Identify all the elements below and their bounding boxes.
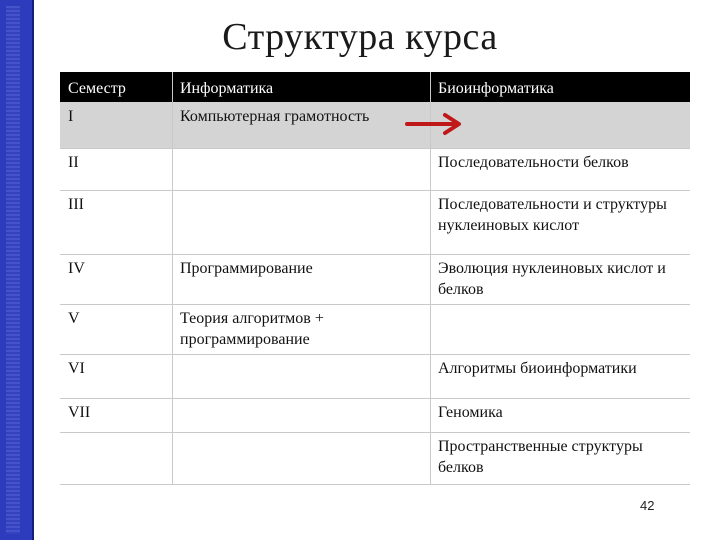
- left-sidebar-decoration: [0, 0, 34, 540]
- row-6-semester-cell: VI: [60, 354, 172, 398]
- row-8-informatics-cell: [172, 432, 430, 484]
- row-7-informatics-cell: [172, 398, 430, 432]
- row-7-bioinformatics-cell: Геномика: [430, 398, 690, 432]
- row-divider: [60, 354, 690, 355]
- row-3-bioinformatics-cell: Последовательности и структуры нуклеиновых кислот: [430, 190, 690, 254]
- row-2-bioinformatics-cell: Последовательности белков: [430, 148, 690, 190]
- row-divider: [60, 254, 690, 255]
- row-4-bioinformatics-cell: Эволюция нуклеиновых кислот и белков: [430, 254, 690, 304]
- row-divider: [60, 398, 690, 399]
- row-3-informatics-cell: [172, 190, 430, 254]
- row-2-informatics-cell: [172, 148, 430, 190]
- row-4-informatics-cell: Программирование: [172, 254, 430, 304]
- row-5-semester-cell: V: [60, 304, 172, 354]
- sidebar-pattern: [6, 6, 20, 534]
- header-informatics-cell: Информатика: [172, 72, 430, 102]
- page-number: 42: [640, 498, 655, 513]
- row-divider: [60, 190, 690, 191]
- slide-title: Структура курса: [222, 16, 498, 58]
- row-7-semester-cell: VII: [60, 398, 172, 432]
- row-6-informatics-cell: [172, 354, 430, 398]
- row-1-bioinformatics-cell: [430, 102, 690, 148]
- row-3-semester-cell: III: [60, 190, 172, 254]
- row-1-semester-cell: I: [60, 102, 172, 148]
- row-divider: [60, 484, 690, 485]
- row-divider: [60, 304, 690, 305]
- row-2-semester-cell: II: [60, 148, 172, 190]
- header-semester-cell: Семестр: [60, 72, 172, 102]
- row-8-bioinformatics-cell: Пространственные структуры белков: [430, 432, 690, 484]
- column-divider: [172, 72, 173, 484]
- row-1-informatics-cell: Компьютерная грамотность: [172, 102, 430, 148]
- row-divider: [60, 148, 690, 149]
- row-5-bioinformatics-cell: [430, 304, 690, 354]
- row-6-bioinformatics-cell: Алгоритмы биоинформатики: [430, 354, 690, 398]
- row-8-semester-cell: [60, 432, 172, 484]
- row-5-informatics-cell: Теория алгоритмов + программирование: [172, 304, 430, 354]
- row-divider: [60, 432, 690, 433]
- row-4-semester-cell: IV: [60, 254, 172, 304]
- header-bioinformatics-cell: Биоинформатика: [430, 72, 690, 102]
- right-arrow-icon: [405, 112, 469, 136]
